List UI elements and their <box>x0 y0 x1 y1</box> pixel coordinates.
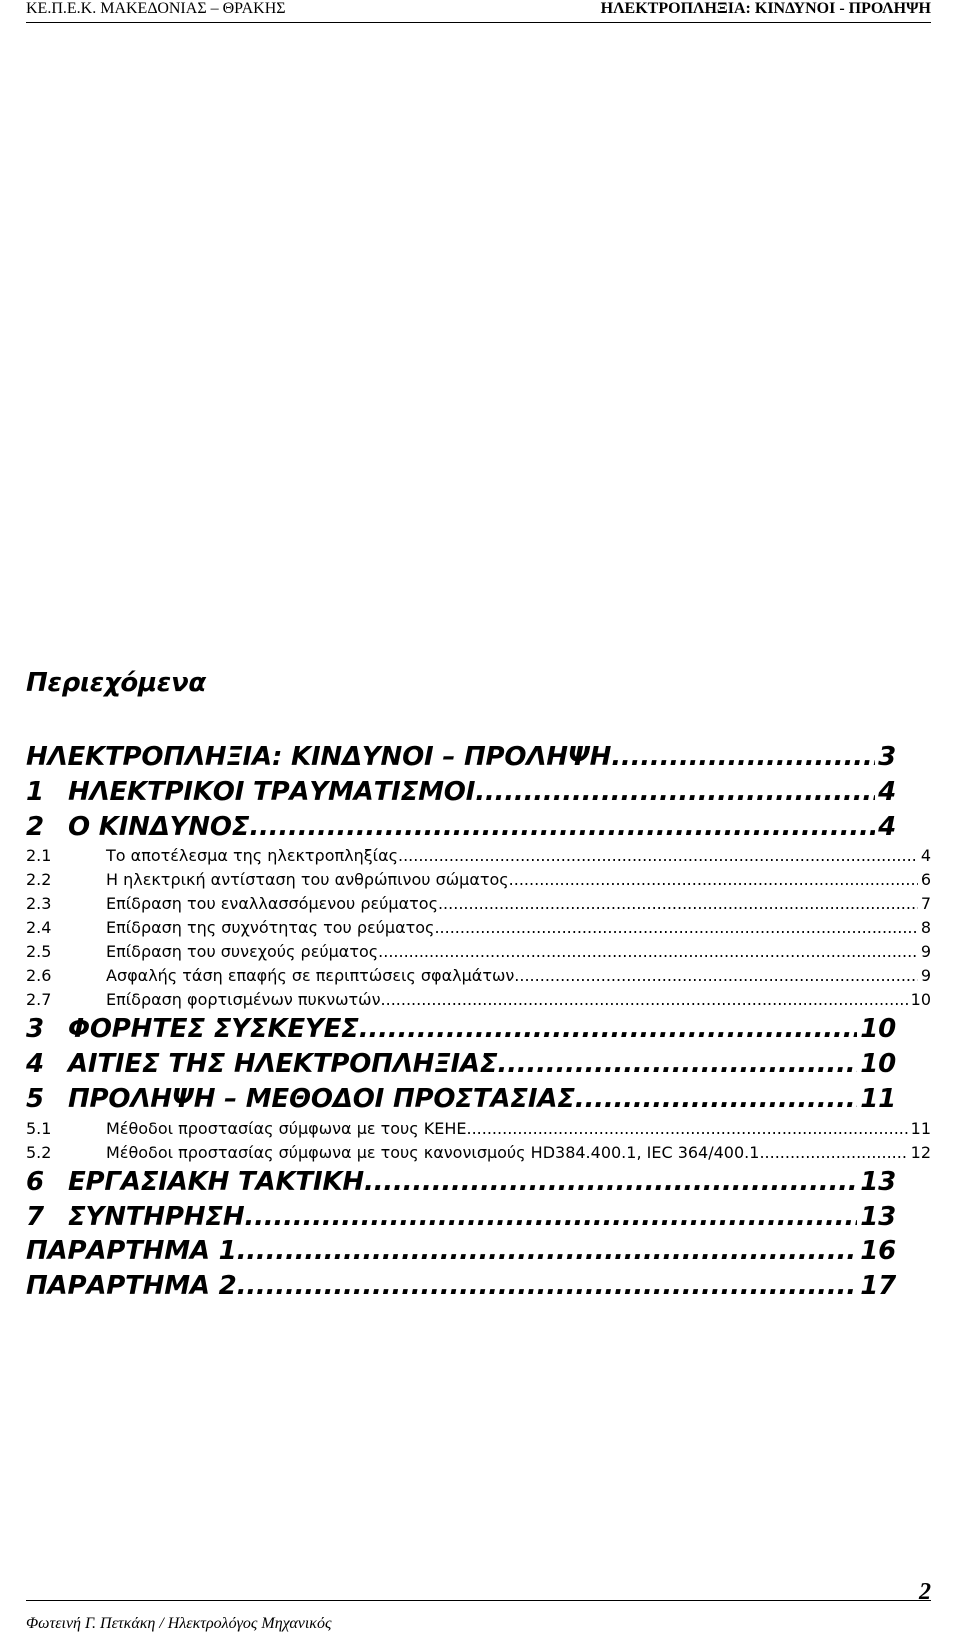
dot-leader <box>237 1234 858 1269</box>
toc-entry-title: Μέθοδοι προστασίας σύμφωνα με τους ΚΕΗΕ <box>106 1118 467 1138</box>
toc-entry-title: ΠΑΡΑΡΤΗΜΑ 2 <box>26 1271 237 1302</box>
toc-entry-page: 4 <box>878 776 896 807</box>
toc-entry-title: Ο ΚΙΝΔΥΝΟΣ <box>68 811 250 842</box>
toc-entry[interactable] <box>26 988 931 1012</box>
toc-entry-page: 6 <box>920 870 931 890</box>
dot-leader <box>514 964 918 988</box>
toc-entry-page: 16 <box>860 1236 896 1267</box>
toc-entry-title: ΑΙΤΙΕΣ ΤΗΣ ΗΛΕΚΤΡΟΠΛΗΞΙΑΣ <box>68 1049 498 1080</box>
toc-entry-page: 9 <box>920 942 931 962</box>
toc-entry-page: 12 <box>910 1142 931 1162</box>
footer-author: Φωτεινή Γ. Πετκάκη / Ηλεκτρολόγος Μηχανικός <box>26 1615 332 1632</box>
dot-leader <box>359 1012 857 1047</box>
dot-leader <box>611 740 875 775</box>
dot-leader <box>497 1047 857 1082</box>
toc-entry[interactable] <box>26 892 931 916</box>
toc-entry[interactable] <box>26 1269 896 1304</box>
toc-entry-number: 2.4 <box>26 918 52 938</box>
toc-entry-number: 5.1 <box>26 1118 52 1138</box>
dot-leader <box>249 810 875 845</box>
toc-entry-title: ΦΟΡΗΤΕΣ ΣΥΣΚΕΥΕΣ <box>68 1014 359 1045</box>
page-header <box>26 0 931 23</box>
toc-entry-number: 2.2 <box>26 870 52 890</box>
toc-entry-title: ΠΑΡΑΡΤΗΜΑ 1 <box>26 1236 237 1267</box>
toc-entry-page: 10 <box>860 1014 896 1045</box>
toc-entry-page: 4 <box>920 846 931 866</box>
table-of-contents <box>26 740 931 1304</box>
toc-entry-number: 2.5 <box>26 942 52 962</box>
toc-entry-number: 2.7 <box>26 990 52 1010</box>
page-number: 2 <box>919 1579 931 1605</box>
toc-entry-title: Το αποτέλεσμα της ηλεκτροπληξίας <box>106 846 398 866</box>
toc-entry-number: 7 <box>26 1201 44 1232</box>
toc-entry[interactable] <box>26 1082 896 1117</box>
toc-entry[interactable] <box>26 844 931 868</box>
toc-entry-page: 3 <box>878 742 896 772</box>
dot-leader <box>378 940 918 964</box>
toc-entry[interactable] <box>26 1047 896 1082</box>
dot-leader <box>434 916 917 940</box>
dot-leader <box>438 892 918 916</box>
dot-leader <box>759 1141 907 1165</box>
toc-entry-number: 4 <box>26 1049 44 1080</box>
toc-entry-number: 2.6 <box>26 966 52 986</box>
toc-entry-page: 13 <box>860 1166 896 1197</box>
toc-entry[interactable] <box>26 740 896 775</box>
toc-entry-number: 3 <box>26 1014 44 1045</box>
toc-entry[interactable] <box>26 1200 896 1235</box>
toc-entry-title: Η ηλεκτρική αντίσταση του ανθρώπινου σώματος <box>106 870 509 890</box>
toc-entry-page: 4 <box>878 811 896 842</box>
header-document-title: ΗΛΕΚΤΡΟΠΛΗΞΙΑ: ΚΙΝΔΥΝΟΙ - ΠΡΟΛΗΨΗ <box>600 0 931 17</box>
toc-entry[interactable] <box>26 775 896 810</box>
toc-entry[interactable] <box>26 1012 896 1047</box>
toc-entry[interactable] <box>26 810 896 845</box>
toc-entry-title: ΗΛΕΚΤΡΟΠΛΗΞΙΑ: ΚΙΝΔΥΝΟΙ – ΠΡΟΛΗΨΗ <box>26 742 612 772</box>
toc-entry-page: 11 <box>910 1118 931 1138</box>
toc-entry-number: 1 <box>26 776 44 807</box>
toc-entry-page: 10 <box>860 1049 896 1080</box>
dot-leader <box>467 1117 908 1141</box>
toc-entry-page: 11 <box>860 1083 896 1114</box>
toc-entry-title: ΣΥΝΤΗΡΗΣΗ <box>68 1201 245 1232</box>
toc-entry-page: 9 <box>920 966 931 986</box>
toc-entry-title: Επίδραση της συχνότητας του ρεύματος <box>106 918 435 938</box>
toc-entry[interactable] <box>26 1117 931 1141</box>
dot-leader <box>237 1269 858 1304</box>
toc-entry-page: 17 <box>860 1271 896 1302</box>
header-organization: ΚΕ.Π.Ε.Κ. ΜΑΚΕΔΟΝΙΑΣ – ΘΡΑΚΗΣ <box>26 0 286 17</box>
toc-entry-number: 2.1 <box>26 846 52 866</box>
page-footer <box>26 1579 931 1632</box>
toc-entry-page: 7 <box>920 894 931 914</box>
toc-entry-number: 5 <box>26 1083 44 1114</box>
toc-entry-number: 2.3 <box>26 894 52 914</box>
toc-entry[interactable] <box>26 940 931 964</box>
dot-leader <box>244 1200 857 1235</box>
toc-entry-title: Επίδραση του συνεχούς ρεύματος <box>106 942 379 962</box>
toc-entry-title: ΗΛΕΚΤΡΙΚΟΙ ΤΡΑΥΜΑΤΙΣΜΟΙ <box>68 776 476 807</box>
dot-leader <box>398 844 918 868</box>
toc-entry[interactable] <box>26 1141 931 1165</box>
toc-entry-page: 10 <box>910 990 931 1010</box>
toc-entry[interactable] <box>26 1234 896 1269</box>
toc-entry-number: 6 <box>26 1166 44 1197</box>
toc-entry-number: 5.2 <box>26 1142 52 1162</box>
dot-leader <box>575 1082 857 1117</box>
toc-entry-page: 13 <box>860 1201 896 1232</box>
dot-leader <box>475 775 875 810</box>
toc-entry[interactable] <box>26 1165 896 1200</box>
toc-entry-title: Ασφαλής τάση επαφής σε περιπτώσεις σφαλμάτων <box>106 966 515 986</box>
toc-entry-title: Επίδραση του εναλλασσόμενου ρεύματος <box>106 894 438 914</box>
toc-entry[interactable] <box>26 916 931 940</box>
dot-leader <box>509 868 918 892</box>
toc-entry[interactable] <box>26 868 931 892</box>
toc-entry-title: Μέθοδοι προστασίας σύμφωνα με τους κανονισμούς HD384.400.1, IEC 364/400.1 <box>106 1142 760 1162</box>
toc-entry-page: 8 <box>920 918 931 938</box>
toc-entry-title: ΕΡΓΑΣΙΑΚΗ ΤΑΚΤΙΚΗ <box>68 1166 364 1197</box>
toc-heading: Περιεχόμενα <box>26 668 206 698</box>
toc-entry-title: Επίδραση φορτισμένων πυκνωτών <box>106 990 381 1010</box>
toc-entry-title: ΠΡΟΛΗΨΗ – ΜΕΘΟΔΟΙ ΠΡΟΣΤΑΣΙΑΣ <box>68 1083 575 1114</box>
dot-leader <box>364 1165 857 1200</box>
dot-leader <box>381 988 908 1012</box>
toc-entry-number: 2 <box>26 811 44 842</box>
toc-entry[interactable] <box>26 964 931 988</box>
